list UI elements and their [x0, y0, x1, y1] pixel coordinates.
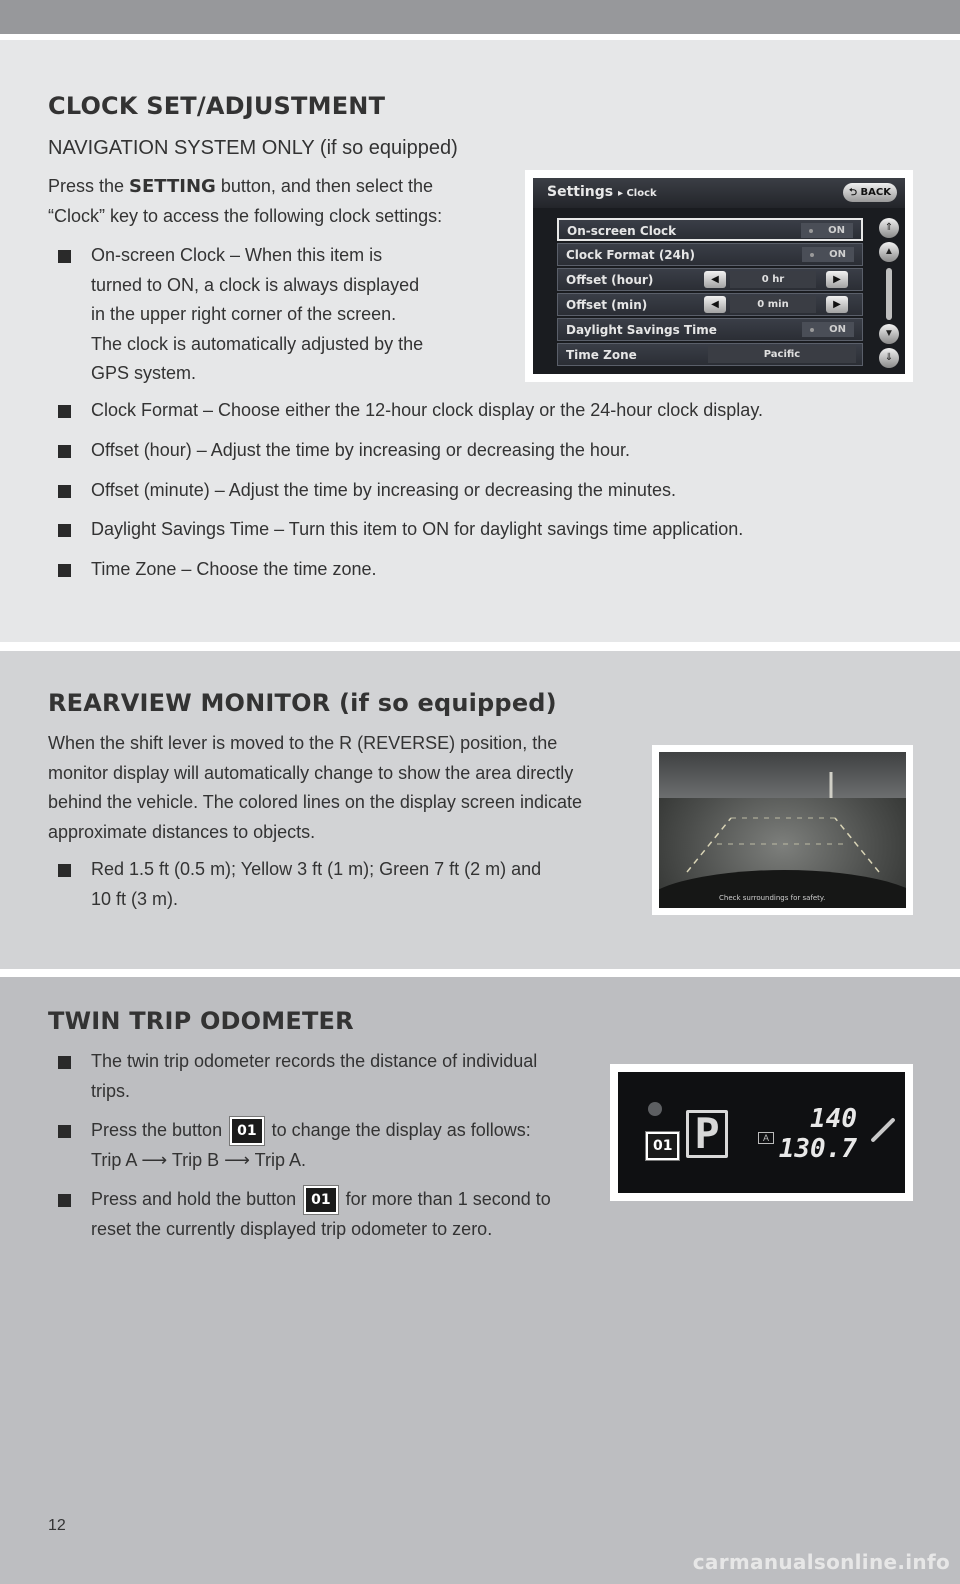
scroll-down-icon: ▼	[879, 324, 899, 344]
bullet-square	[58, 405, 71, 418]
rearview-camera-image	[652, 745, 913, 915]
trip-indicator: A	[758, 1132, 774, 1144]
trip-knob-icon	[648, 1102, 662, 1116]
bullet-square	[58, 564, 71, 577]
top-banner	[0, 0, 960, 34]
bullet-square	[58, 485, 71, 498]
settings-row-clock-format: Clock Format (24h) ON	[557, 243, 863, 266]
bullet-offset-minute: Offset (minute) – Adjust the time by increasing or decreasing the minutes.	[58, 476, 676, 506]
divider	[0, 642, 960, 651]
gauge-needle-icon	[870, 1117, 895, 1142]
left-arrow-icon: ◀	[704, 296, 726, 313]
bullet-onscreen-clock: On-screen Clock – When this item is turned to ON, a clock is always displayed in the upper right corner of the screen. The clock is automatically adjusted by the GPS system.	[58, 241, 423, 389]
page-number: 12	[48, 1517, 66, 1534]
bullet-square	[58, 1056, 71, 1069]
bullet-offset-hour: Offset (hour) – Adjust the time by increasing or decreasing the hour.	[58, 436, 630, 466]
clock-heading: CLOCK SET/ADJUSTMENT	[48, 92, 386, 120]
bullet-square	[58, 1125, 71, 1138]
bullet-square	[58, 250, 71, 263]
button-01-badge: 01	[230, 1117, 263, 1145]
bullet-square	[58, 445, 71, 458]
settings-row-onscreen-clock: On-screen Clock ON	[557, 218, 863, 241]
bullet-distance-lines: Red 1.5 ft (0.5 m); Yellow 3 ft (1 m); Green 7 ft (2 m) and 10 ft (3 m).	[58, 855, 541, 914]
bullet-time-zone: Time Zone – Choose the time zone.	[58, 555, 376, 585]
bullet-odometer-records: The twin trip odometer records the distance of individual trips.	[58, 1047, 537, 1106]
right-arrow-icon: ▶	[826, 271, 848, 288]
settings-screen	[533, 178, 905, 374]
odometer-bottom-value: 130.7	[778, 1134, 857, 1164]
settings-row-offset-min: Offset (min) ◀ 0 min ▶	[557, 293, 863, 316]
odometer-top-value: 140	[810, 1104, 857, 1134]
odometer-button-badge: 01	[646, 1132, 679, 1160]
watermark: carmanualsonline.info	[692, 1550, 950, 1574]
clock-intro: Press the SETTING button, and then select the “Clock” key to access the following clock settings:	[48, 176, 443, 226]
clock-subheading: NAVIGATION SYSTEM ONLY (if so equipped)	[48, 137, 458, 159]
bullet-square	[58, 524, 71, 537]
bullet-square	[58, 864, 71, 877]
rearview-screen	[659, 752, 906, 908]
rearview-heading: REARVIEW MONITOR (if so equipped)	[48, 689, 557, 717]
scroll-top-icon: ⇑	[879, 218, 899, 238]
bullet-clock-format: Clock Format – Choose either the 12-hour clock display or the 24-hour clock display.	[58, 396, 763, 426]
odometer-heading: TWIN TRIP ODOMETER	[48, 1007, 354, 1035]
bullet-daylight-savings: Daylight Savings Time – Turn this item to ON for daylight savings time application.	[58, 515, 743, 545]
settings-screen-image	[525, 170, 913, 382]
settings-row-offset-hour: Offset (hour) ◀ 0 hr ▶	[557, 268, 863, 291]
divider	[0, 969, 960, 977]
button-01-badge: 01	[304, 1186, 337, 1214]
bullet-press-button: Press the button 01 to change the display as follows: Trip A ⟶ Trip B ⟶ Trip A.	[58, 1116, 531, 1175]
rearview-caption: Check surroundings for safety.	[719, 894, 826, 902]
gear-indicator: P	[686, 1110, 728, 1158]
scroll-up-icon: ▲	[879, 242, 899, 262]
right-arrow-icon: ▶	[826, 296, 848, 313]
scrollbar	[879, 218, 899, 368]
scroll-bottom-icon: ⇓	[879, 348, 899, 368]
odometer-image	[610, 1064, 913, 1201]
bullet-press-hold: Press and hold the button 01 for more than 1 second to reset the currently displayed trip odometer to zero.	[58, 1185, 551, 1244]
odometer-display	[618, 1072, 905, 1193]
back-button: ⮌ BACK	[843, 183, 897, 202]
settings-row-time-zone: Time Zone Pacific	[557, 343, 863, 366]
settings-row-daylight-savings: Daylight Savings Time ON	[557, 318, 863, 341]
settings-header	[533, 178, 905, 208]
settings-title: Settings ▸ Clock	[547, 184, 657, 200]
left-arrow-icon: ◀	[704, 271, 726, 288]
bullet-square	[58, 1194, 71, 1207]
scroll-thumb	[886, 268, 892, 320]
rearview-paragraph: When the shift lever is moved to the R (REVERSE) position, the monitor display will automatically change to show the area directly behind the vehicle. The colored lines on the display screen indicate approximate distances to objects.	[48, 733, 583, 842]
